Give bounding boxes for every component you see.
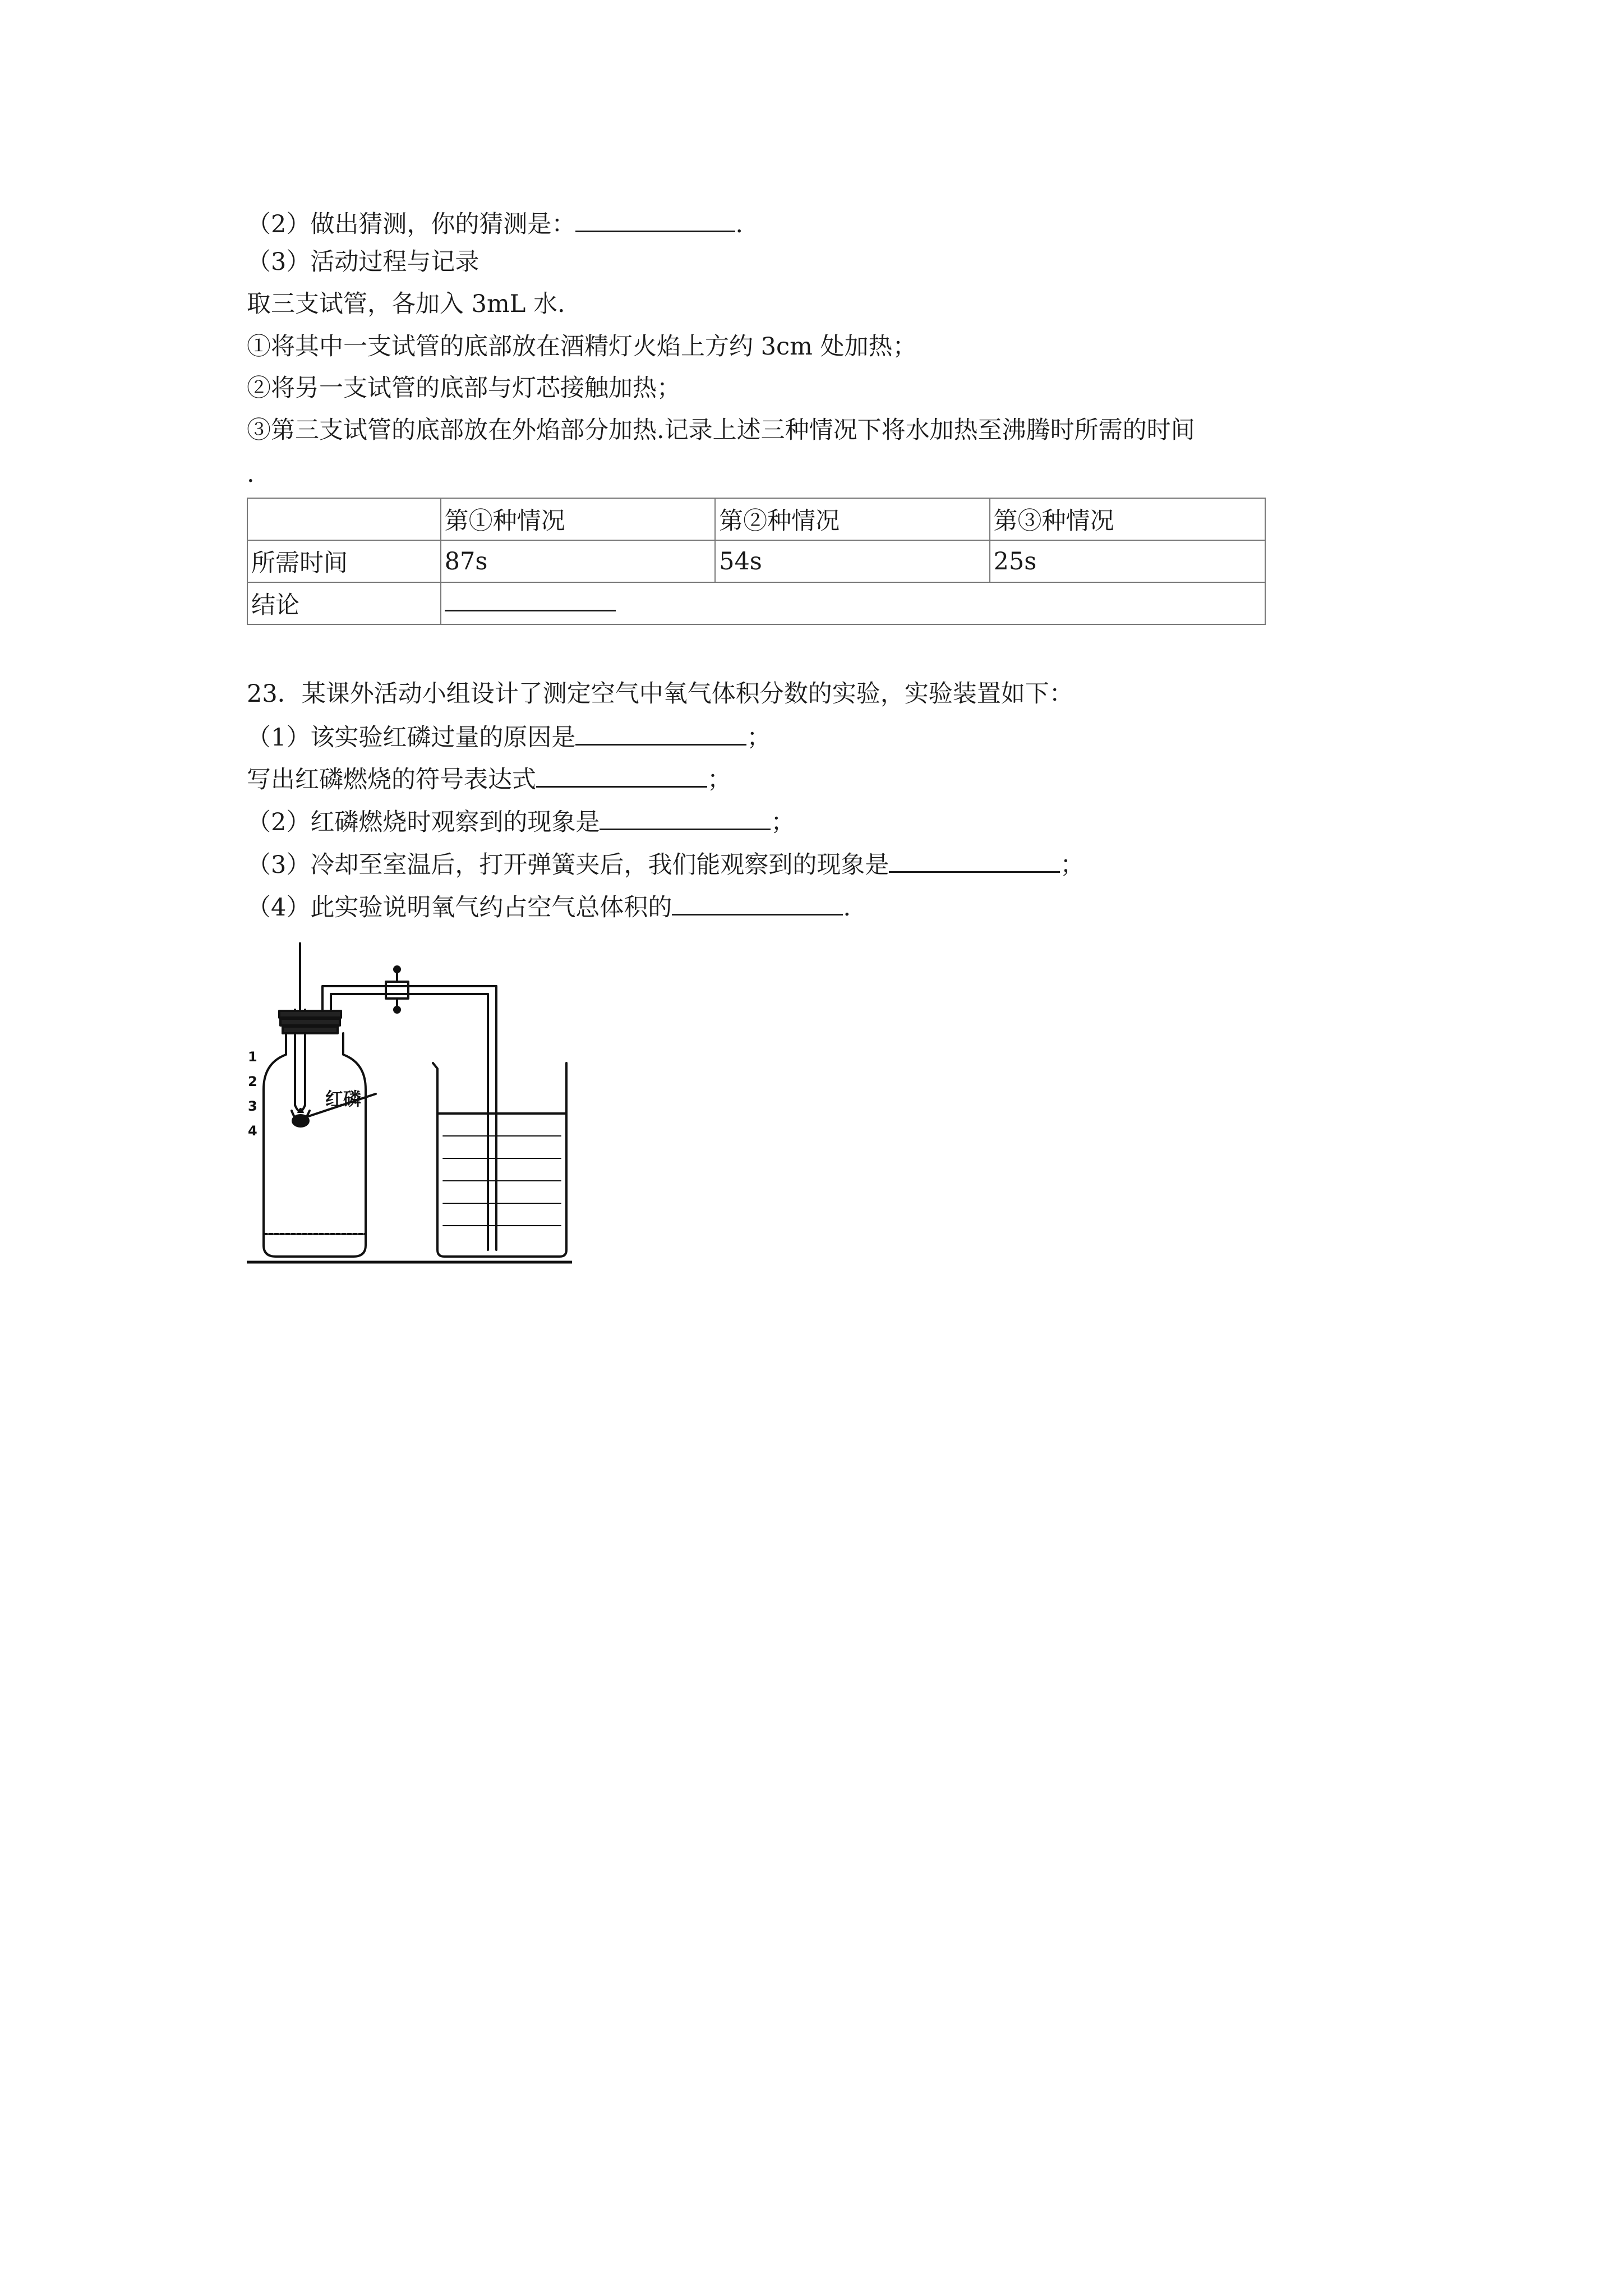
question-23-intro: 23．某课外活动小组设计了测定空气中氧气体积分数的实验，实验装置如下： xyxy=(247,680,1073,708)
question-3-heading: （3）活动过程与记录 xyxy=(247,248,479,276)
table-header-cell: 第③种情况 xyxy=(990,498,1265,540)
answer-blank xyxy=(600,806,771,830)
table-header-cell: 第②种情况 xyxy=(715,498,989,540)
table-row xyxy=(247,582,1265,624)
stopper xyxy=(279,1011,341,1018)
apparatus-figure xyxy=(247,942,572,1270)
apparatus-diagram xyxy=(247,942,572,1268)
collecting-bottle xyxy=(264,1033,366,1257)
conclusion-cell xyxy=(441,582,1265,624)
scale-mark: 2 xyxy=(248,1074,257,1089)
table-header-cell xyxy=(247,498,441,540)
table-cell: 25s xyxy=(990,540,1265,582)
answer-blank xyxy=(575,208,735,232)
question-2-line: （2）做出猜测，你的猜测是： . xyxy=(247,208,743,241)
scale-mark: 4 xyxy=(248,1123,257,1139)
question-23-part-4: （4）此实验说明氧气约占空气总体积的 . xyxy=(247,891,851,924)
table-cell: 结论 xyxy=(247,582,441,624)
answer-blank xyxy=(575,721,746,746)
question-2-text: （2）做出猜测，你的猜测是： xyxy=(247,210,576,238)
question-23-part-3: （3）冷却至室温后，打开弹簧夹后，我们能观察到的现象是 ； xyxy=(247,848,1084,882)
spring-clamp xyxy=(386,982,408,999)
scale-mark: 1 xyxy=(248,1049,257,1065)
step-2-text: ②将另一支试管的底部与灯芯接触加热； xyxy=(247,374,681,402)
setup-text: 取三支试管，各加入 3mL 水. xyxy=(247,290,565,318)
table-cell: 87s xyxy=(441,540,715,582)
answer-blank xyxy=(889,849,1060,873)
question-23-part-1b: 写出红磷燃烧的符号表达式 ； xyxy=(247,763,731,797)
step-1-text: ①将其中一支试管的底部放在酒精灯火焰上方约 3cm 处加热； xyxy=(247,333,917,361)
table-header-row xyxy=(247,498,1265,540)
table-row xyxy=(247,540,1265,582)
step-3-end: . xyxy=(247,460,255,488)
answer-blank xyxy=(672,891,843,915)
scale-mark: 3 xyxy=(248,1098,257,1114)
answer-blank xyxy=(536,763,707,788)
question-23-part-1: （1）该实验红磷过量的原因是 ； xyxy=(247,721,771,754)
question-23-part-2: （2）红磷燃烧时观察到的现象是 ； xyxy=(247,806,795,839)
beaker xyxy=(433,1063,566,1257)
step-3-text: ③第三支试管的底部放在外焰部分加热.记录上述三种情况下将水加热至沸腾时所需的时间 xyxy=(247,416,1195,444)
red-phosphorus-label: 红磷 xyxy=(325,1088,362,1110)
answer-blank xyxy=(445,593,616,611)
record-table xyxy=(247,498,1266,625)
table-cell: 54s xyxy=(715,540,989,582)
table-header-cell: 第①种情况 xyxy=(441,498,715,540)
table-cell: 所需时间 xyxy=(247,540,441,582)
